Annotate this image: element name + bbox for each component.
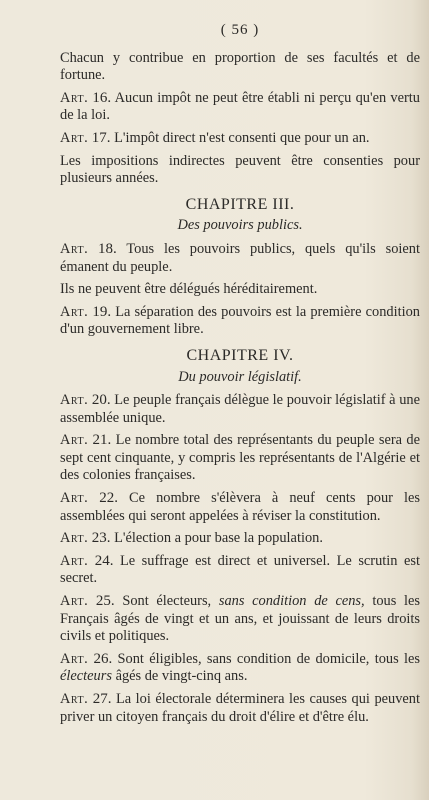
article-number: 19. (92, 303, 112, 320)
article-label: Art. (60, 240, 89, 257)
article-17 (60, 130, 420, 148)
article-text: La loi électorale déterminera les causes qui peuvent priver un citoyen français du droit d'élire et d'être élu. (60, 691, 420, 725)
paragraph-continuation: Chacun y contribue en proportion de ses facultés et de fortune. (60, 49, 420, 84)
article-label: Art. (60, 593, 89, 610)
article-20 (60, 392, 420, 427)
article-27 (60, 691, 420, 726)
article-text-pre: Sont électeurs, (122, 593, 212, 610)
article-label: Art. (60, 552, 89, 569)
article-label: Art. (60, 432, 89, 449)
article-19 (60, 304, 420, 339)
article-text-pre: Sont éligibles, sans condition de domicile, tous les (117, 650, 420, 667)
paragraph-indirect-taxes: Les impositions indirectes peuvent être consenties pour plusieurs années. (60, 152, 420, 187)
chapter-3-title: CHAPITRE III. (185, 195, 295, 213)
article-number: 17. (91, 129, 111, 146)
article-26 (60, 651, 420, 686)
article-21 (60, 432, 420, 485)
article-text: Aucun impôt ne peut être établi ni perçu qu'en vertu de la loi. (60, 89, 420, 124)
article-text: Le suffrage est direct et universel. Le scrutin est secret. (60, 552, 420, 587)
article-18 (60, 241, 420, 276)
article-24 (60, 553, 420, 588)
page-number: ( 56 ) (220, 22, 260, 38)
article-25 (60, 593, 420, 646)
article-22 (60, 490, 420, 525)
article-number: 22. (99, 490, 118, 507)
article-text-italic: électeurs (60, 668, 112, 685)
article-text: Le nombre total des représentants du peuple sera de sept cent cinquante, y compris les représentants de l'Algérie et des colonies françaises. (60, 432, 420, 484)
article-label: Art. (60, 303, 89, 320)
article-number: 25. (95, 593, 115, 610)
article-text: La séparation des pouvoirs est la première condition d'un gouvernement libre. (60, 303, 420, 338)
article-number: 21. (92, 432, 112, 449)
article-23 (60, 530, 420, 548)
article-label: Art. (60, 89, 89, 106)
chapter-4-subtitle: Du pouvoir législatif. (178, 368, 302, 385)
article-label: Art. (60, 490, 89, 507)
article-text-post: tous les Français âgés de vingt et un ans, et jouissant de leurs droits civils et politiques. (60, 593, 421, 645)
article-text: L'élection a pour base la population. (114, 530, 323, 547)
article-number: 18. (98, 240, 117, 257)
article-text: Le peuple français délègue le pouvoir législatif à une assemblée unique. (60, 392, 420, 426)
paragraph-hereditary: Ils ne peuvent être délégués héréditairement. (60, 281, 318, 298)
page-content (60, 22, 420, 731)
article-number: 20. (91, 392, 111, 409)
article-number: 23. (91, 530, 111, 547)
chapter-3-subtitle: Des pouvoirs publics. (177, 217, 303, 234)
article-number: 16. (92, 89, 112, 106)
article-label: Art. (60, 129, 89, 146)
chapter-4-title: CHAPITRE IV. (186, 346, 294, 364)
article-number: 27. (92, 691, 112, 707)
article-label: Art. (60, 691, 89, 707)
article-16 (60, 90, 420, 125)
article-text: Ce nombre s'élèvera à neuf cents pour les assemblées qui seront appelées à réviser la constitution. (60, 490, 420, 524)
article-number: 24. (94, 552, 114, 569)
article-text: Tous les pouvoirs publics, quels qu'ils soient émanent du peuple. (60, 240, 420, 275)
article-text-post: âgés de vingt-cinq ans. (115, 668, 248, 685)
article-label: Art. (60, 530, 89, 547)
article-label: Art. (60, 392, 89, 409)
article-text: L'impôt direct n'est consenti que pour un an. (114, 129, 370, 146)
article-label: Art. (60, 650, 89, 667)
article-number: 26. (93, 650, 113, 667)
article-text-italic: sans condition de cens, (218, 593, 365, 610)
